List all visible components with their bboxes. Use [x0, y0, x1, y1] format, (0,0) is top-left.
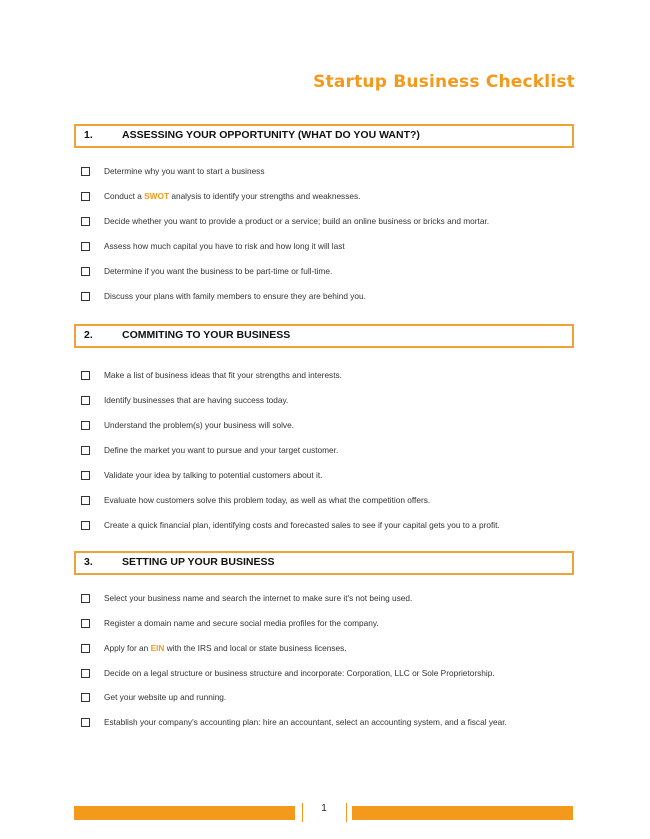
- item-text: Validate your idea by talking to potential customers about it.: [104, 470, 323, 480]
- section-number: 1.: [84, 129, 93, 141]
- ein-highlight: EIN: [150, 643, 165, 653]
- checkbox[interactable]: [81, 292, 90, 301]
- section-number: 3.: [84, 556, 93, 568]
- item-text: Understand the problem(s) your business will solve.: [104, 420, 294, 430]
- checkbox[interactable]: [81, 496, 90, 505]
- checkbox[interactable]: [81, 619, 90, 628]
- item-text: Apply for an EIN with the IRS and local or state business licenses.: [104, 643, 347, 653]
- section-3-header: [74, 551, 574, 575]
- item-text: Decide on a legal structure or business structure and incorporate: Corporation, LLC or Sole Proprietorship.: [104, 668, 495, 678]
- section-1-header: [74, 124, 574, 148]
- item-text: Decide whether you want to provide a product or a service; build an online business or bricks and mortar.: [104, 216, 490, 226]
- item-text: Evaluate how customers solve this problem today, as well as what the competition offers.: [104, 495, 431, 505]
- checkbox[interactable]: [81, 242, 90, 251]
- footer-bar-right: [352, 806, 573, 820]
- item-text: Select your business name and search the internet to make sure it's not being used.: [104, 593, 413, 603]
- document-title: Startup Business Checklist: [313, 72, 575, 92]
- checkbox[interactable]: [81, 267, 90, 276]
- item-text: Get your website up and running.: [104, 692, 227, 702]
- checkbox[interactable]: [81, 421, 90, 430]
- checkbox[interactable]: [81, 217, 90, 226]
- checkbox[interactable]: [81, 192, 90, 201]
- checkbox[interactable]: [81, 167, 90, 176]
- item-text: Discuss your plans with family members to ensure they are behind you.: [104, 291, 366, 301]
- checkbox[interactable]: [81, 669, 90, 678]
- item-text: Define the market you want to pursue and your target customer.: [104, 445, 339, 455]
- checkbox[interactable]: [81, 594, 90, 603]
- checkbox[interactable]: [81, 471, 90, 480]
- section-title: ASSESSING YOUR OPPORTUNITY (WHAT DO YOU WANT?): [122, 129, 420, 141]
- item-text: Conduct a SWOT analysis to identify your strengths and weaknesses.: [104, 191, 361, 201]
- checkbox[interactable]: [81, 693, 90, 702]
- section-2-header: [74, 324, 574, 348]
- checkbox[interactable]: [81, 718, 90, 727]
- item-text: Determine why you want to start a business: [104, 166, 265, 176]
- footer-divider-right: [346, 803, 347, 822]
- section-number: 2.: [84, 329, 93, 341]
- checkbox[interactable]: [81, 521, 90, 530]
- checkbox[interactable]: [81, 396, 90, 405]
- checkbox[interactable]: [81, 371, 90, 380]
- checkbox[interactable]: [81, 446, 90, 455]
- item-text: Make a list of business ideas that fit your strengths and interests.: [104, 370, 342, 380]
- item-text: Assess how much capital you have to risk and how long it will last: [104, 241, 345, 251]
- item-text: Establish your company's accounting plan: hire an accountant, select an accounting system, and a fiscal year.: [104, 717, 507, 727]
- section-title: SETTING UP YOUR BUSINESS: [122, 556, 275, 568]
- swot-highlight: SWOT: [144, 191, 170, 201]
- item-text: Identify businesses that are having success today.: [104, 395, 289, 405]
- page-number: 1: [321, 803, 327, 814]
- item-text: Register a domain name and secure social media profiles for the company.: [104, 618, 379, 628]
- item-text: Determine if you want the business to be part-time or full-time.: [104, 266, 333, 276]
- section-title: COMMITING TO YOUR BUSINESS: [122, 329, 291, 341]
- footer-bar-left: [74, 806, 295, 820]
- checkbox[interactable]: [81, 644, 90, 653]
- footer-divider-left: [302, 803, 303, 822]
- item-text: Create a quick financial plan, identifying costs and forecasted sales to see if your capital gets you to a profit.: [104, 520, 500, 530]
